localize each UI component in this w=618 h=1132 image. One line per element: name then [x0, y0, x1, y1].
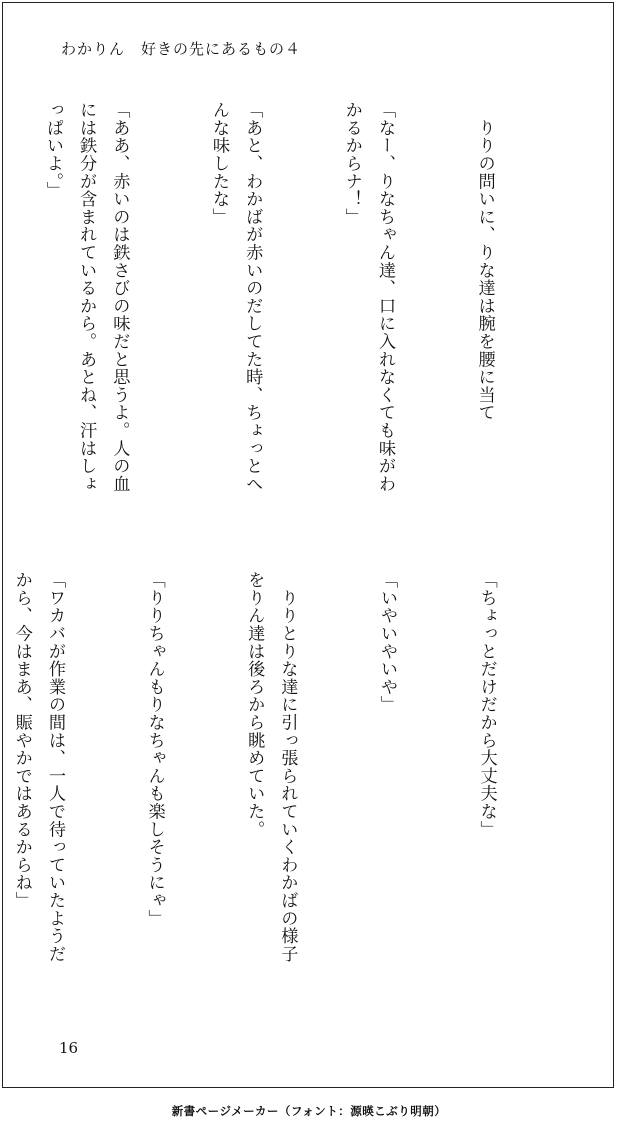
credit-line: 新書ページメーカー（フォント：源暎こぶり明朝） [171, 1104, 447, 1118]
paragraph: りりの問いに、りな達は腕を腰に当て [474, 101, 495, 422]
paragraph: 「ちょっとだけだから大丈夫な」 [476, 571, 497, 838]
bottom-text-block [11, 571, 569, 1011]
paragraph: りりとりな達に引っ張られていくわかばの様子 をりん達は後ろから眺めていた。 [244, 571, 298, 963]
paragraph: 「ワカバが作業の間は、一人で待っていたようだ から、今はまあ、賑やかではあるからね」 [11, 571, 65, 963]
top-text-block [27, 101, 567, 521]
paragraph: 「りりちゃんもりなちゃんも楽しそうにゃ」 [144, 571, 165, 927]
page-frame [2, 2, 614, 1088]
page-title: わかりん 好きの先にあるもの４ [61, 40, 302, 58]
paragraph: 「いやいやいや」 [376, 571, 397, 714]
page-number: 16 [59, 1039, 79, 1057]
paragraph: 「あと、わかばが赤いのだしてた時、ちょっとへ んな味したな」 [208, 101, 263, 493]
paragraph: 「ああ、赤いのは鉄さびの味だと思うよ。人の血 には鉄分が含まれているから。あとね、汗はしょ っぱいよ。」 [42, 101, 130, 493]
paragraph: 「なー、りなちゃん達、口に入れなくても味がわ かるからナ！」 [341, 101, 395, 493]
